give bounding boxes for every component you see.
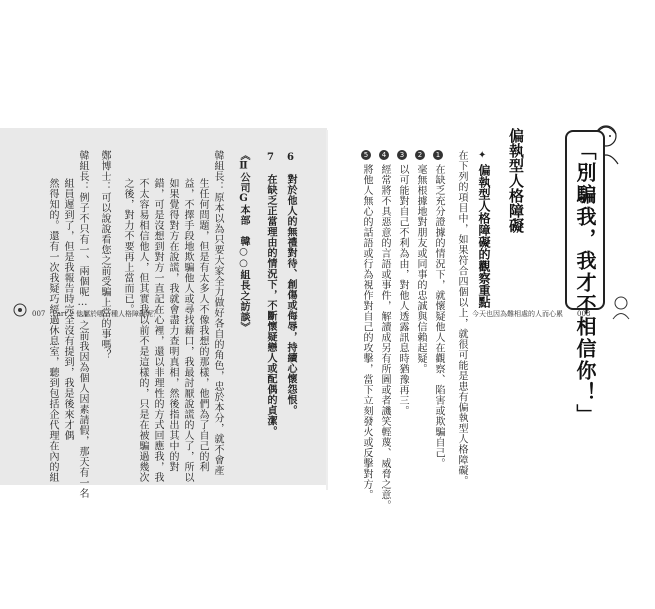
story-line: 錯，可是沒想到對方一直記在心裡，還以非理性的方式回應我，我 bbox=[152, 178, 163, 483]
item-number-badge: 4 bbox=[379, 150, 389, 160]
left-footer: 007 Part 2 他屬於哪一種人格障礙呢？ bbox=[32, 310, 160, 318]
list-item-2: 毫無根據地對朋友或同事的忠誠與信賴起疑。 bbox=[415, 164, 426, 374]
interview-header: 《Ⅱ公司G本部 韓○○組長之訪談》 bbox=[238, 150, 249, 333]
list-item-7 bbox=[263, 152, 277, 437]
list-item-6 bbox=[283, 152, 297, 416]
right-footer: 今天也因為難相處的人而心累 008 bbox=[472, 310, 591, 318]
left-footer-icon bbox=[12, 302, 28, 318]
item-number: 6 bbox=[285, 152, 296, 164]
story-line: 如果覺得對方在說謊，我就會盡力查明真相，然後指出其中的對 bbox=[167, 178, 178, 472]
item-text: 對於他人的無禮對待、創傷或侮辱，持續心懷怨恨。 bbox=[285, 174, 296, 416]
item-text: 在缺乏正當理由的情況下，不斷懷疑戀人或配偶的貞潔。 bbox=[265, 174, 276, 437]
item-number-badge: 5 bbox=[361, 150, 371, 160]
title-box bbox=[565, 130, 605, 426]
story-line: 韓組長：例子不只有一、兩個呢……之前我因為個人因素請假，那天有一名 bbox=[77, 150, 88, 499]
story-line: 組員遲到了，但是我報告時完全沒有提到，我是後來才偶 bbox=[62, 178, 73, 441]
item-number-badge: 2 bbox=[415, 150, 425, 160]
story-line: 生任何問題，但是有太多人不像我想的那樣，他們為了自己的利 bbox=[197, 178, 208, 472]
sparkle-icon: ✦ bbox=[478, 150, 487, 161]
list-item-5: 將他人無心的話語或行為視作對自己的攻擊，當下立刻發火或反擊對方。 bbox=[361, 164, 372, 500]
story-line: 鄭博士：可以說說看您之前受騙上當的事嗎？ bbox=[99, 150, 110, 360]
story-line: 之後，對力不要再上當而已。 bbox=[122, 178, 133, 315]
list-item-4: 經常將不具惡意的言語或事件，解讀成另有所圖或者譏笑輕蔑、威脅之意。 bbox=[379, 164, 390, 511]
item-number-badge: 1 bbox=[433, 150, 443, 160]
story-line: 然得知的。還有一次我疑巧經過休息室，聽到包括企代理在內的組 bbox=[47, 178, 58, 483]
list-item-3: 以可能對自己不利為由，對他人透露訊息時猶豫再三。 bbox=[397, 164, 408, 416]
list-item-1: 在缺乏充分證據的情況下，就懷疑他人在觀察、陷害或欺騙自己。 bbox=[433, 164, 444, 469]
left-page bbox=[0, 0, 326, 609]
story-line: 不太容易相信他人，但其實我以前不是這樣的，只是在被騙過幾次 bbox=[137, 178, 148, 483]
section-heading: 偏執型人格障礙 bbox=[507, 128, 525, 233]
item-number: 7 bbox=[265, 152, 276, 164]
story-line: 韓組長：原本以為只要大家全力做好各自的角色，忠於本分，就不會產 bbox=[212, 150, 223, 476]
subheading: 偏執型人格障礙的觀察重點 bbox=[477, 164, 491, 308]
right-footer-illustration bbox=[610, 294, 632, 320]
intro-text: 在下列的項目中，如果符合四個以上，就很可能是患有偏執型人格障礙。 bbox=[456, 150, 467, 486]
story-line: 益，不擇手段地欺騙他人或尋找藉口，我最討厭說謊的人了，所以 bbox=[182, 178, 193, 483]
item-number-badge: 3 bbox=[397, 150, 407, 160]
page-title: 「別騙我，我才不相信你！」 bbox=[573, 140, 597, 426]
